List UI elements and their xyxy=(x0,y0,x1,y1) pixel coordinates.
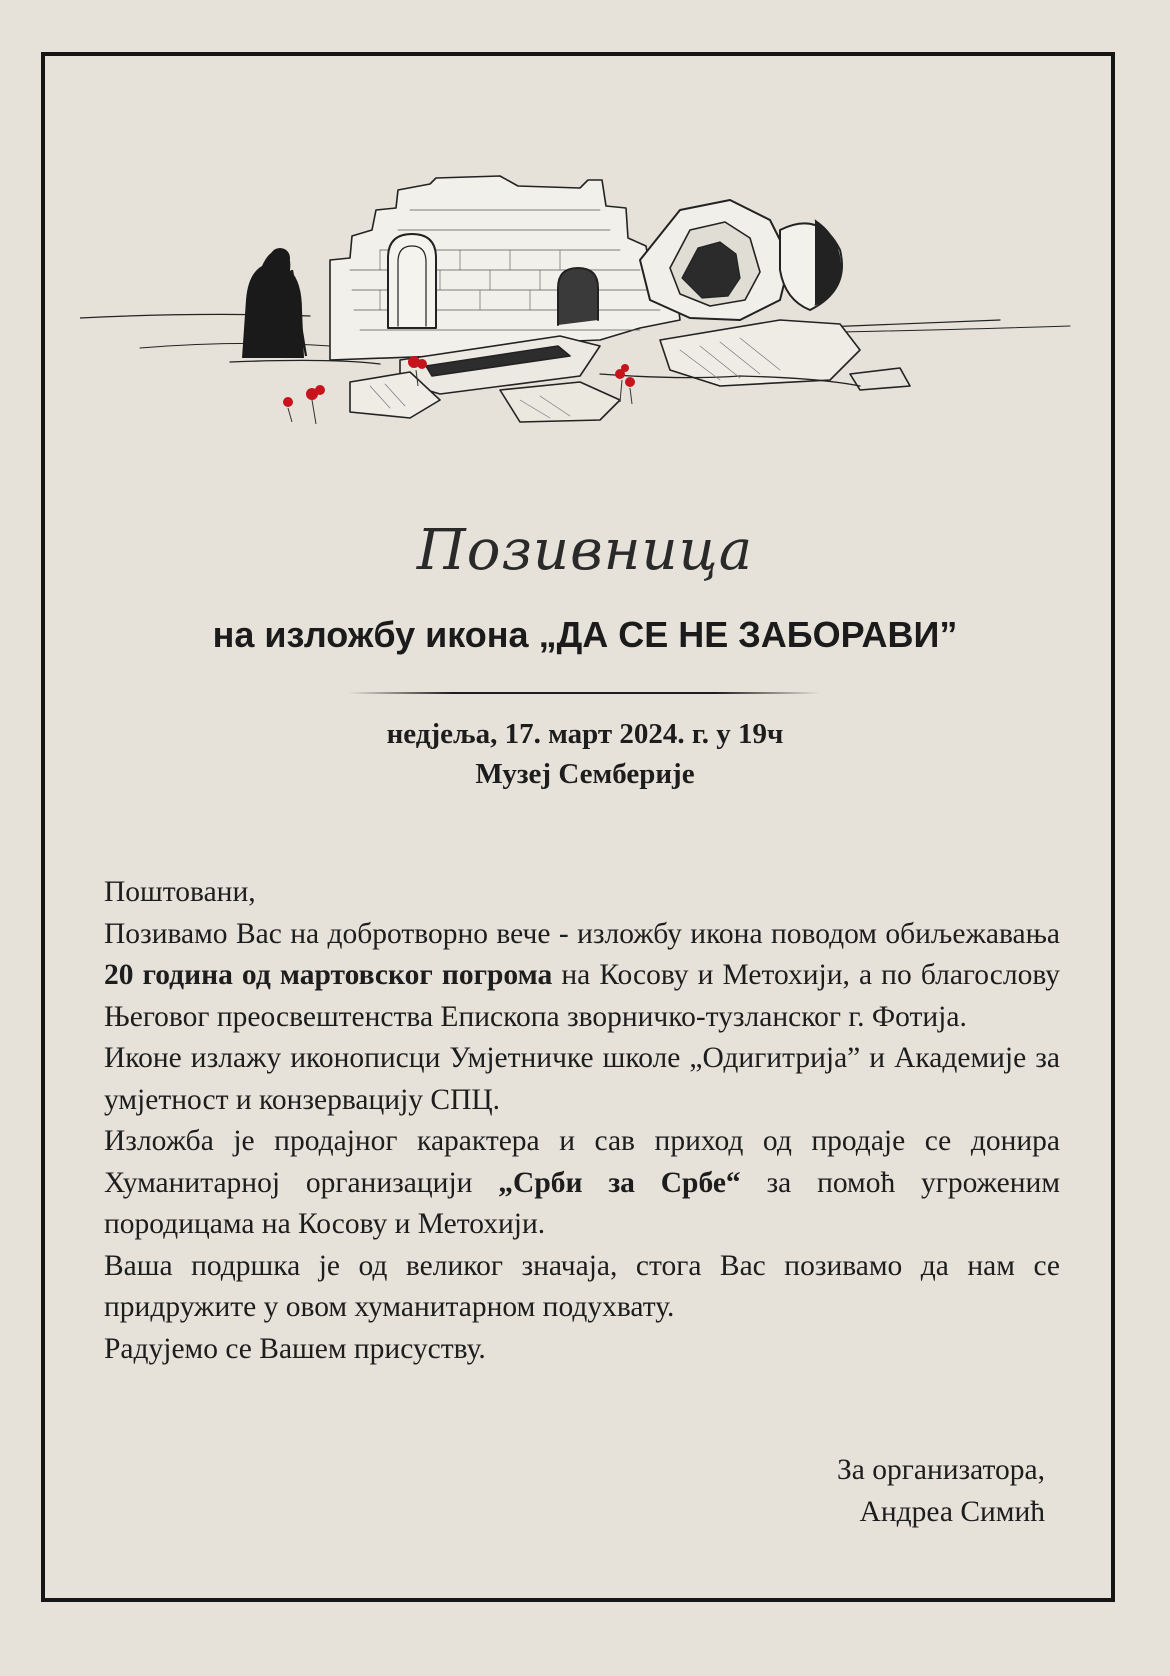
letter-paragraph-1-start: Позивамо Вас на добротворно вече - изложбу икона поводом обиљежавања xyxy=(104,917,1060,950)
letter-paragraph-3-end: за помоћ угроженим породицама на Косову и Метохији. xyxy=(104,1166,1060,1240)
letter-greeting: Поштовани, xyxy=(104,876,256,908)
letter-paragraph-3-start: Изложба је продајног карактера и сав приход од продаје се донира Хуманитарној организацији xyxy=(104,1125,1060,1199)
letter-paragraph-1-end: на Косову и Метохији, а по благослову Његовог преосвештенства Епископа зворничко-тузланског г. Фотија. xyxy=(104,959,1060,1033)
signature-block xyxy=(837,1450,1045,1533)
invitation-subtitle: на изложбу икона „ДА СЕ НЕ ЗАБОРАВИ” xyxy=(212,614,958,655)
letter-paragraph-2: Иконе излажу иконописци Умјетничке школе „Одигитрија” и Академије за умјетност и конзервацију СПЦ. xyxy=(104,1042,1060,1116)
letter-paragraph-1 xyxy=(104,914,1060,1039)
monk-figure xyxy=(242,248,306,358)
event-venue: Музеј Семберије xyxy=(475,758,695,790)
church-ruins-illustration xyxy=(80,150,1080,460)
letter-paragraph-3 xyxy=(104,1121,1060,1246)
event-date: недјеља, 17. март 2024. г. у 19ч xyxy=(386,718,784,750)
letter-paragraph-4: Ваша подршка је од великог значаја, стога Вас позивамо да нам се придружите у овом хуманитарном подухвату. xyxy=(104,1249,1060,1323)
signature-role: За организатора, xyxy=(837,1454,1045,1486)
letter-paragraph-1-highlight: 20 година од мартовског погрома xyxy=(104,959,553,991)
letter-paragraph-3-highlight: „Срби за Србе“ xyxy=(498,1166,741,1199)
signature-name: Андреа Симић xyxy=(859,1495,1045,1528)
letter-closing: Радујемо се Вашем присуству. xyxy=(104,1332,486,1365)
divider-line xyxy=(348,692,820,694)
invitation-letter xyxy=(104,872,1060,1370)
invitation-title: Позивница xyxy=(416,518,754,583)
